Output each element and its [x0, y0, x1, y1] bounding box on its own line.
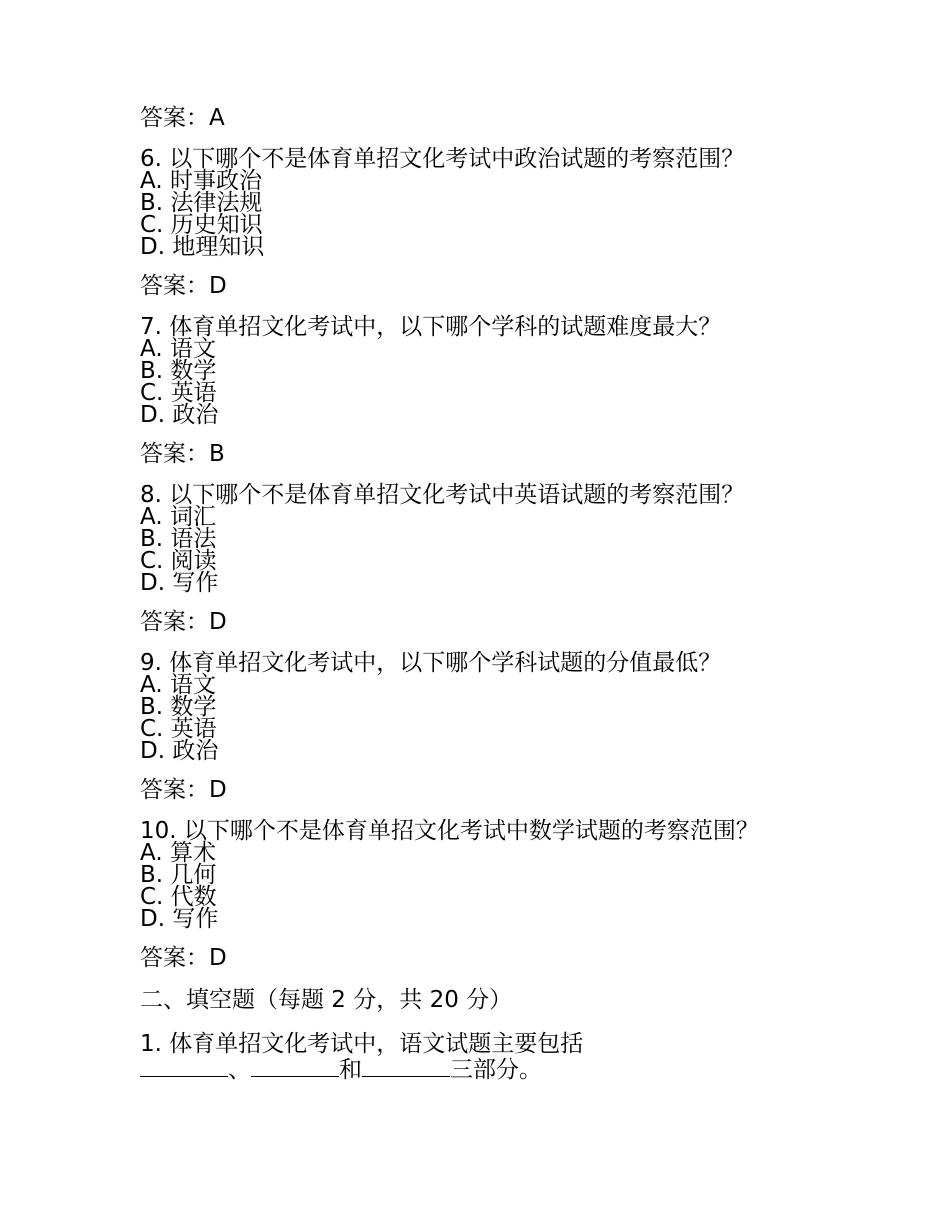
fill-question-tail: 三部分。	[450, 1057, 542, 1083]
separator-1: 、	[228, 1057, 251, 1083]
option-d: D. 政治	[140, 402, 219, 428]
option-a: A. 语文	[140, 672, 216, 698]
option-a: A. 语文	[140, 336, 216, 362]
option-b: B. 法律法规	[140, 190, 263, 216]
question-7	[140, 316, 820, 468]
answer: 答案：D	[140, 945, 227, 971]
fill-question-1	[140, 1030, 820, 1083]
option-c: C. 历史知识	[140, 212, 263, 238]
question-stem: 8. 以下哪个不是体育单招文化考试中英语试题的考察范围？	[140, 482, 745, 508]
question-stem: 7. 体育单招文化考试中，以下哪个学科的试题难度最大？	[140, 314, 722, 340]
option-d: D. 政治	[140, 738, 219, 764]
option-b: B. 几何	[140, 862, 217, 888]
question-6	[140, 148, 820, 300]
option-c: C. 英语	[140, 716, 217, 742]
option-d: D. 写作	[140, 906, 219, 932]
answer: 答案：D	[140, 609, 227, 635]
option-d: D. 地理知识	[140, 234, 265, 260]
answer-q5: 答案：A	[140, 105, 225, 131]
question-stem: 10. 以下哪个不是体育单招文化考试中数学试题的考察范围？	[140, 818, 759, 844]
option-a: A. 时事政治	[140, 168, 262, 194]
fill-question-stem: 1. 体育单招文化考试中，语文试题主要包括	[140, 1031, 584, 1057]
question-8	[140, 484, 820, 636]
question-10	[140, 820, 820, 972]
blank-2[interactable]	[251, 1058, 339, 1077]
fill-question-blanks	[140, 1057, 820, 1083]
option-a: A. 词汇	[140, 504, 216, 530]
question-stem: 9. 体育单招文化考试中，以下哪个学科试题的分值最低？	[140, 650, 722, 676]
answer: 答案：B	[140, 441, 225, 467]
option-c: C. 阅读	[140, 548, 217, 574]
option-d: D. 写作	[140, 570, 219, 596]
question-9	[140, 652, 820, 804]
option-b: B. 语法	[140, 526, 217, 552]
document-content	[140, 104, 820, 1083]
question-stem: 6. 以下哪个不是体育单招文化考试中政治试题的考察范围？	[140, 146, 745, 172]
section-title-fill-in: 二、填空题（每题 2 分，共 20 分）	[140, 987, 513, 1013]
blank-1[interactable]	[140, 1058, 228, 1077]
answer: 答案：D	[140, 273, 227, 299]
answer: 答案：D	[140, 777, 227, 803]
blank-3[interactable]	[362, 1058, 450, 1077]
option-a: A. 算术	[140, 840, 216, 866]
option-c: C. 代数	[140, 884, 217, 910]
option-c: C. 英语	[140, 380, 217, 406]
option-b: B. 数学	[140, 358, 217, 384]
option-b: B. 数学	[140, 694, 217, 720]
separator-2: 和	[339, 1057, 362, 1083]
